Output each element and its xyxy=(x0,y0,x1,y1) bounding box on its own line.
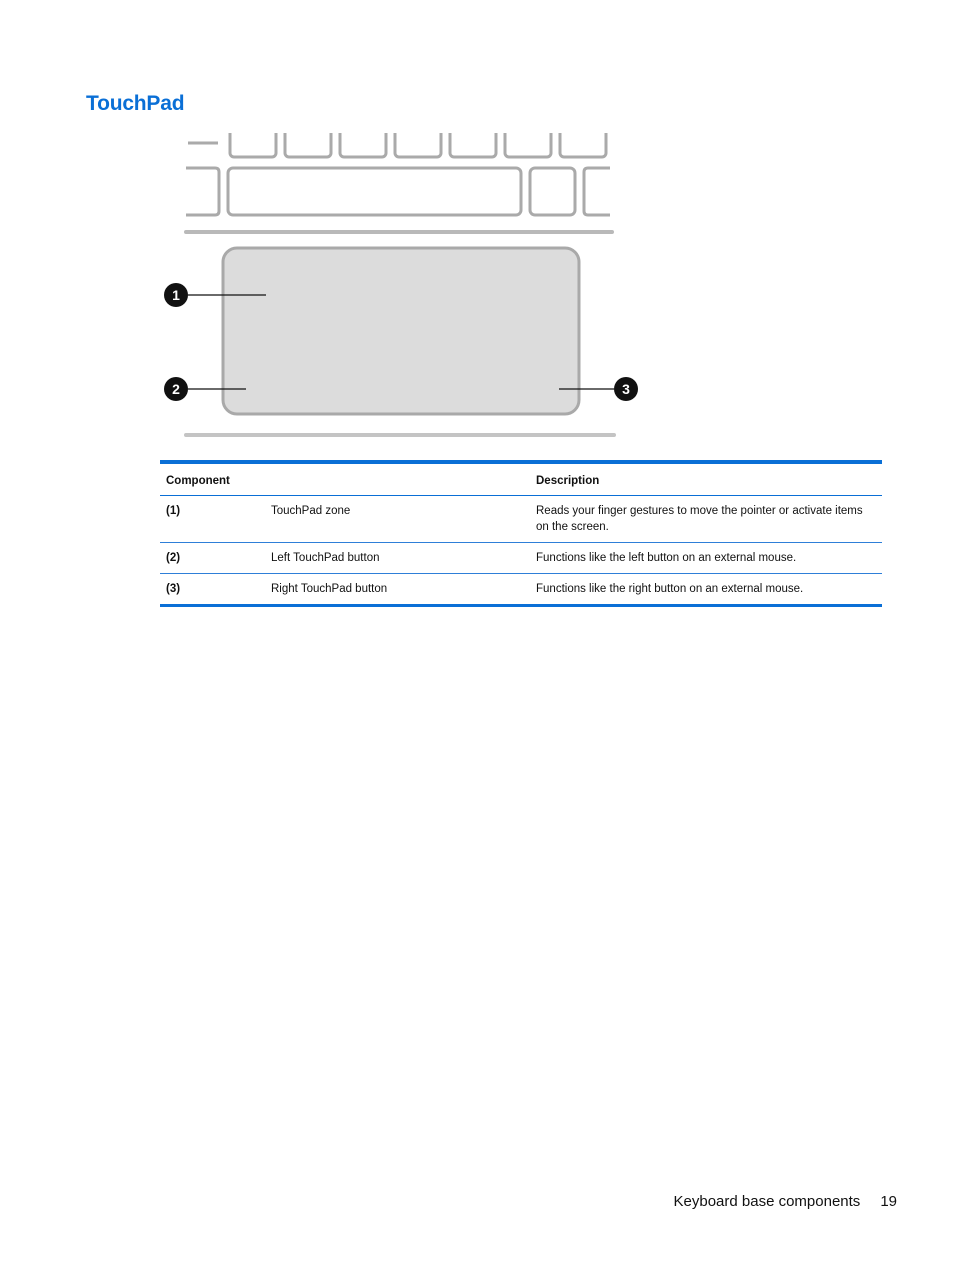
table-row xyxy=(160,496,882,543)
row-description: Reads your finger gestures to move the pointer or activate items on the screen. xyxy=(530,496,882,543)
header-description: Description xyxy=(530,462,882,496)
callout-3-number: 3 xyxy=(622,381,630,397)
touchpad-zone-shape xyxy=(223,248,579,414)
touchpad-illustration xyxy=(160,133,650,445)
table-row xyxy=(160,543,882,574)
header-component: Component xyxy=(160,462,530,496)
table-header-row xyxy=(160,462,882,496)
row-number: (1) xyxy=(160,496,265,543)
page-number: 19 xyxy=(880,1193,897,1210)
row-component: TouchPad zone xyxy=(265,496,530,543)
keyboard-keys xyxy=(186,133,610,215)
row-component: Left TouchPad button xyxy=(265,543,530,574)
row-number: (3) xyxy=(160,574,265,606)
callout-2-number: 2 xyxy=(172,381,180,397)
row-component: Right TouchPad button xyxy=(265,574,530,606)
callout-1-number: 1 xyxy=(172,287,180,303)
page-footer xyxy=(674,1193,897,1210)
components-table xyxy=(160,460,882,607)
row-description: Functions like the left button on an external mouse. xyxy=(530,543,882,574)
row-number: (2) xyxy=(160,543,265,574)
table-row xyxy=(160,574,882,606)
section-title: TouchPad xyxy=(86,92,185,115)
footer-section-name: Keyboard base components xyxy=(673,1193,861,1210)
row-description: Functions like the right button on an external mouse. xyxy=(530,574,882,606)
